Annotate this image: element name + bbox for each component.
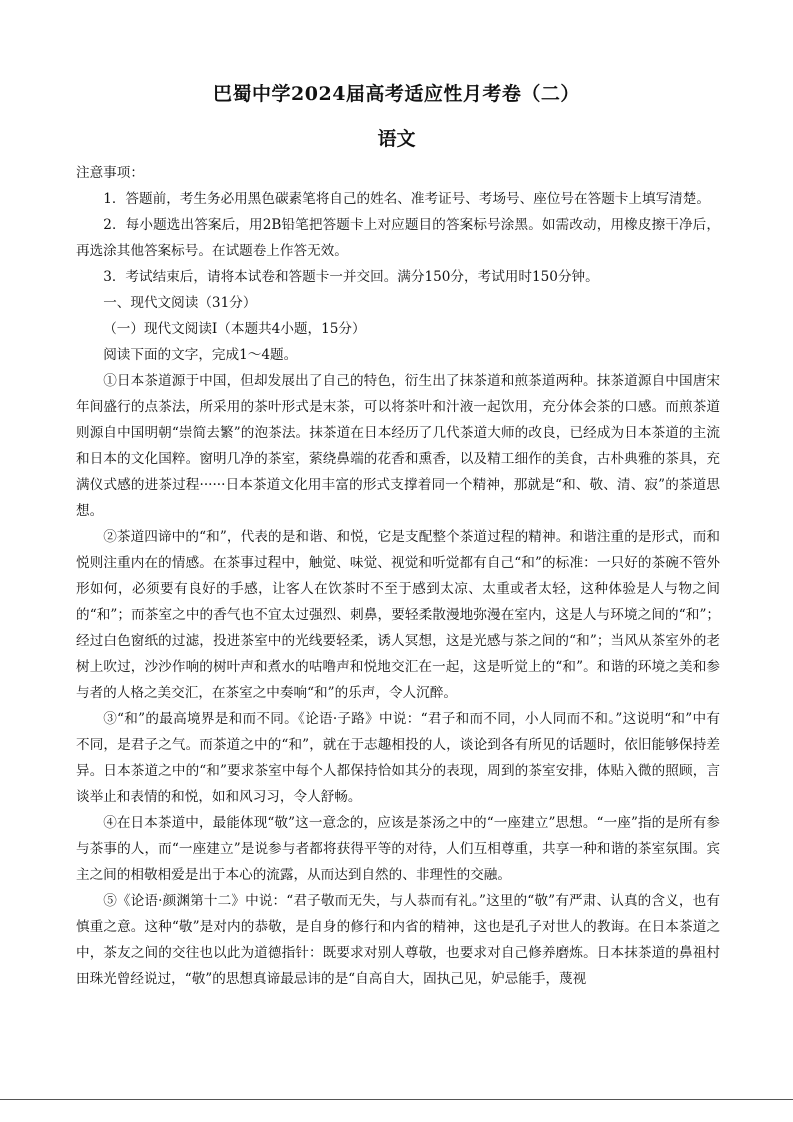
reading-instruction: 阅读下面的文字，完成1～4题。: [103, 347, 298, 363]
notice-item-2: 2．每小题选出答案后，用2B铅笔把答题卡上对应题目的答案标号涂黑。如需改动，用橡皮擦干净后，再选涂其他答案标号。在试题卷上作答无效。: [76, 217, 720, 259]
passage-paragraph-1: ①日本茶道源于中国，但却发展出了自己的特色，衍生出了抹茶道和煎茶道两种。抹茶道源自中国唐宋年间盛行的点茶法，所采用的茶叶形式是末茶，可以将茶叶和汁液一起饮用，充分体会茶的口感。而煎茶道则源自中国明朝“崇简去繁”的泡茶法。抹茶道在日本经历了几代茶道大师的改良，已经成为日本茶道的主流和日本的文化国粹。窗明几净的茶室，萦绕鼻端的花香和熏香，以及精工细作的美食，古朴典雅的茶具，充满仪式感的进茶过程······日本茶道文化用丰富的形式支撑着同一个精神，那就是“和、敬、清、寂”的茶道思想。: [76, 373, 720, 519]
page-bottom-divider: [0, 1099, 793, 1100]
exam-body: [76, 160, 720, 992]
notice-item-1: 1．答题前，考生务必用黑色碳素笔将自己的姓名、准考证号、考场号、座位号在答题卡上填写清楚。: [103, 191, 710, 207]
sub-heading: （一）现代文阅读Ⅰ（本题共4小题，15分）: [103, 321, 366, 337]
exam-title: 巴蜀中学2024届高考适应性月考卷（二）: [213, 83, 580, 105]
notice-item-3: 3．考试结束后，请将本试卷和答题卡一并交回。满分150分，考试用时150分钟。: [103, 269, 599, 285]
passage-paragraph-5: ⑤《论语·颜渊第十二》中说：“君子敬而无失，与人恭而有礼。”这里的“敬”有严肃、认真的含义，也有慎重之意。这种“敬”是对内的恭敬，是自身的修行和内省的精神，这也是孔子对世人的教诲。在日本茶道之中，茶友之间的交往也以此为道德指针：既要求对别人尊敬，也要求对自己修养磨炼。日本抹茶道的鼻祖村田珠光曾经说过，“敬”的思想真谛最忌讳的是“自高自大，固执己见，妒忌能手，蔑视: [76, 893, 720, 987]
passage-paragraph-3: ③“和”的最高境界是和而不同。《论语·子路》中说：“君子和而不同，小人同而不和。”这说明“和”中有不同，是君子之气。而茶道之中的“和”，就在于志趣相投的人，谈论到各有所见的话题时，依旧能够保持差异。日本茶道之中的“和”要求茶室中每个人都保持恰如其分的表现，周到的茶室安排，体贴入微的照顾，言谈举止和表情的和悦，如和风习习，令人舒畅。: [76, 711, 720, 805]
part-heading: 一、现代文阅读（31分）: [103, 295, 257, 311]
passage-paragraph-4: ④在日本茶道中，最能体现“敬”这一意念的，应该是茶汤之中的“一座建立”思想。“一座”指的是所有参与茶事的人，而“一座建立”是说参与者都将获得平等的对待，人们互相尊重，共享一种和谐的茶室氛围。宾主之间的相敬相爱是出于本心的流露，从而达到自然的、非理性的交融。: [76, 815, 720, 883]
subject-title: 语文: [377, 128, 416, 150]
passage-paragraph-2: ②茶道四谛中的“和”，代表的是和谐、和悦，它是支配整个茶道过程的精神。和谐注重的是形式，而和悦则注重内在的情感。在茶事过程中，触觉、味觉、视觉和听觉都有自己“和”的标准：一只好的茶碗不管外形如何，必须要有良好的手感，让客人在饮茶时不至于感到太凉、太重或者太轻，这种体验是人与物之间的“和”；而茶室之中的香气也不宜太过强烈、刺鼻，要轻柔散漫地弥漫在室内，这是人与环境之间的“和”；经过白色窗纸的过滤，投进茶室中的光线要轻柔，诱人冥想，这是光感与茶之间的“和”；当风从茶室外的老树上吹过，沙沙作响的树叶声和煮水的咕噜声和悦地交汇在一起，这是听觉上的“和”。和谐的环境之美和参与者的人格之美交汇，在茶室之中奏响“和”的乐声，令人沉醉。: [76, 529, 720, 701]
notice-heading: 注意事项：: [76, 165, 144, 181]
